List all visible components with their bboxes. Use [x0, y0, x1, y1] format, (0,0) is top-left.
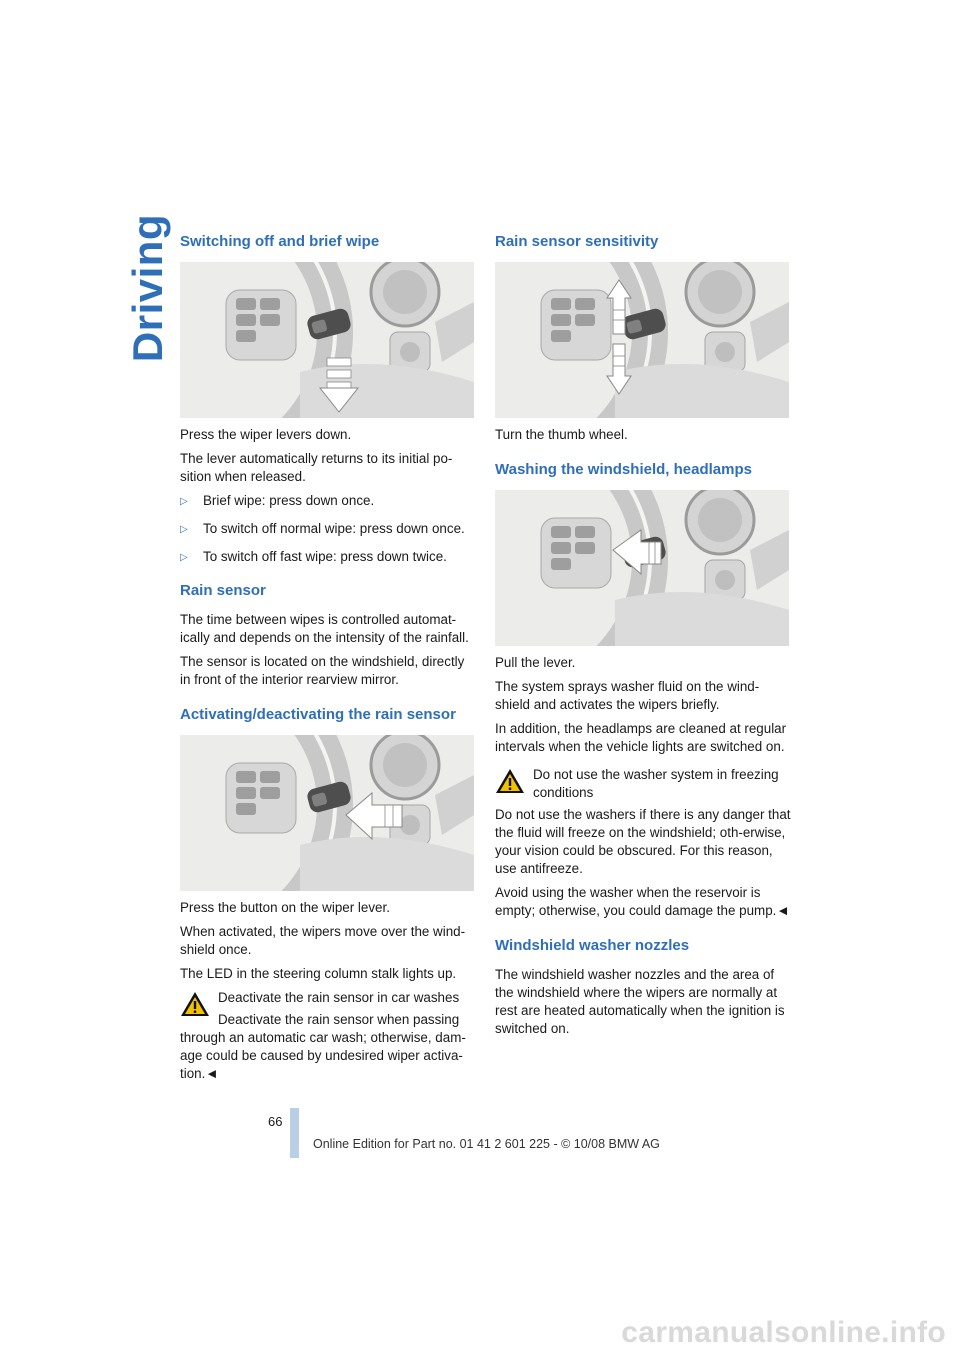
warning-body: Do not use the washers if there is any danger that the fluid will freeze on the windshield; oth-erwise, your vision could be obscured. For this reason, use antifreeze.: [495, 807, 791, 876]
heading-washing: Washing the windshield, headlamps: [495, 461, 752, 478]
text-sprays-fluid: The system sprays washer fluid on the wind-shield and activates the wipers briefly.: [495, 679, 760, 712]
heading-rain-sensitivity: Rain sensor sensitivity: [495, 233, 659, 250]
text-pull-lever: Pull the lever.: [495, 655, 576, 670]
bullet-triangle-icon: ▷: [180, 552, 188, 563]
warning-title: Do not use the washer system in freezing conditions: [533, 767, 779, 800]
chapter-title-text: Driving: [124, 213, 171, 363]
text-headlamps-cleaned: In addition, the headlamps are cleaned at regular intervals when the vehicle lights are switched on.: [495, 721, 787, 754]
heading-washer-nozzles: Windshield washer nozzles: [495, 937, 690, 954]
page-number: 66: [268, 1114, 283, 1129]
text-rain-timing: The time between wipes is controlled automat-ically and depends on the intensity of the rainfall.: [180, 612, 469, 645]
figure-thumb-wheel: [495, 262, 789, 418]
footer-edition: Online Edition for Part no. 01 41 2 601 225 - © 10/08 BMW AG: [313, 1137, 660, 1151]
list-item: ▷ To switch off fast wipe: press down twice.: [180, 548, 476, 567]
figure-lever-pull: [495, 490, 789, 646]
left-column: [180, 232, 476, 1089]
text-turn-wheel: Turn the thumb wheel.: [495, 427, 628, 442]
text-led-lights: The LED in the steering column stalk lights up.: [180, 966, 457, 981]
heading-switching-off: Switching off and brief wipe: [180, 233, 380, 250]
text-sensor-location: The sensor is located on the windshield, directly in front of the interior rearview mirror.: [180, 654, 465, 687]
bullet-list-wipe: [180, 492, 476, 567]
text-nozzles-heated: The windshield washer nozzles and the area of the windshield where the wipers are normally at rest are heated automatically when the ignition is switched on.: [495, 967, 785, 1036]
text-lever-returns: The lever automatically returns to its initial po-sition when released.: [180, 451, 453, 484]
list-item: ▷ Brief wipe: press down once.: [180, 492, 476, 511]
text-press-button: Press the button on the wiper lever.: [180, 900, 390, 915]
warning-body: Deactivate the rain sensor when passing through an automatic car wash; otherwise, dam-age could be caused by undesired wiper activa-tion.◄: [180, 1012, 466, 1081]
right-column: [495, 232, 791, 1044]
heading-rain-sensor: Rain sensor: [180, 582, 266, 599]
warning-freezing: [495, 766, 791, 920]
chapter-side-title: [118, 213, 178, 363]
warning-car-wash: [180, 989, 476, 1083]
footer-bar: [290, 1108, 299, 1158]
bullet-triangle-icon: ▷: [180, 496, 188, 507]
watermark: carmanualsonline.info: [621, 1316, 946, 1349]
warning-body-2: Avoid using the washer when the reservoir is empty; otherwise, you could damage the pump.◄: [495, 885, 790, 918]
figure-lever-button: [180, 735, 474, 891]
text-press-levers: Press the wiper levers down.: [180, 427, 352, 442]
text-wipers-move: When activated, the wipers move over the wind-shield once.: [180, 924, 466, 957]
warning-triangle-icon: [495, 768, 525, 794]
heading-activate-rain-sensor: Activating/deactivating the rain sensor: [180, 706, 456, 723]
warning-triangle-icon: [180, 991, 210, 1017]
list-item: ▷ To switch off normal wipe: press down once.: [180, 520, 476, 539]
bullet-triangle-icon: ▷: [180, 524, 188, 535]
figure-lever-press-down: [180, 262, 474, 418]
warning-title: Deactivate the rain sensor in car washes: [218, 990, 460, 1005]
